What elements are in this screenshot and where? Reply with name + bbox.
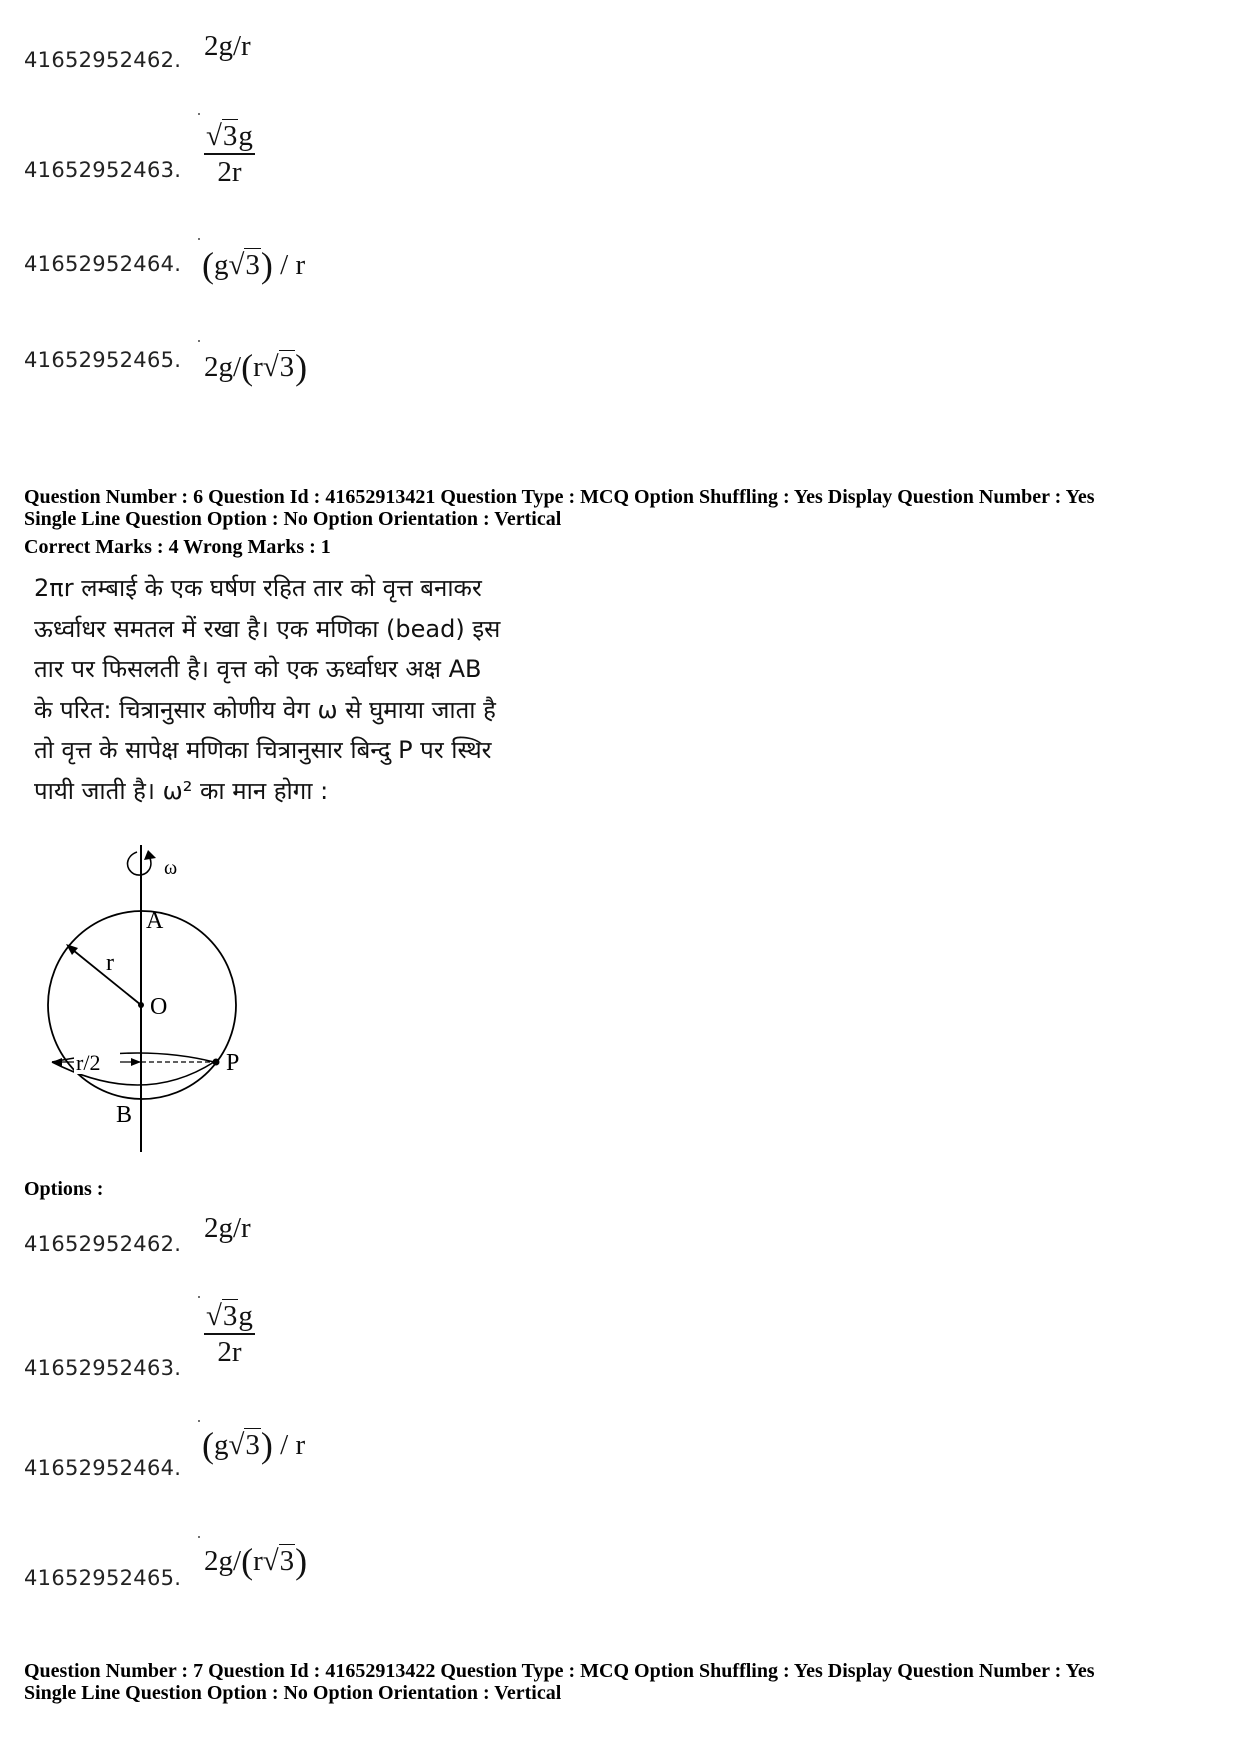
- option-id: 41652952463.: [24, 158, 182, 182]
- label-o: O: [150, 994, 168, 1020]
- question-marks: Correct Marks : 4 Wrong Marks : 1: [24, 536, 331, 558]
- bead-p: [213, 1059, 220, 1066]
- option-formula: (g√3) / r: [202, 245, 306, 285]
- options-label: Options :: [24, 1178, 104, 1200]
- option-formula: $\frac{√3g}{2r}$: [206, 1300, 253, 1369]
- question-text-line: 2πr लम्बाई के एक घर्षण रहित तार को वृत्त बनाकर: [34, 574, 482, 602]
- option-id: 41652952464.: [24, 252, 182, 276]
- formula-text: 2g/r: [204, 30, 251, 62]
- option-formula: [204, 30, 251, 63]
- question-text-line: ऊर्ध्वाधर समतल में रखा है। एक मणिका (bead) इस: [34, 614, 501, 643]
- question-text-line: के परित: चित्रानुसार कोणीय वेग ω से घुमाया जाता है: [34, 695, 496, 724]
- radius-line: [68, 946, 141, 1005]
- label-r: r: [106, 950, 114, 976]
- label-a: A: [146, 908, 164, 934]
- option-formula: $\frac{√3g}{2r}$: [206, 120, 253, 189]
- option-id: 41652952464.: [24, 1456, 182, 1480]
- option-id: 41652952462.: [24, 1232, 182, 1256]
- question-meta: Question Number : 7 Question Id : 41652913422 Question Type : MCQ Option Shuffling : Yes Display Question Number : Yes: [24, 1660, 1095, 1682]
- omega-label: ω: [164, 857, 178, 879]
- option-id: 41652952465.: [24, 348, 182, 372]
- label-b: B: [116, 1102, 133, 1128]
- circle-bead-figure: [30, 840, 260, 1160]
- option-formula: 2g/(r√3): [204, 347, 308, 387]
- label-half-r: r/2: [76, 1050, 101, 1075]
- question-text-line: तार पर फिसलती है। वृत्त को एक ऊर्ध्वाधर अक्ष AB: [34, 655, 482, 683]
- question-text: [34, 568, 594, 811]
- option-formula: (g√3) / r: [202, 1425, 306, 1465]
- option-formula: 2g/(r√3): [204, 1541, 308, 1581]
- question-meta-line2: Single Line Question Option : No Option Orientation : Vertical: [24, 508, 562, 530]
- label-p: P: [226, 1050, 240, 1076]
- question-text-line: तो वृत्त के सापेक्ष मणिका चित्रानुसार बिन्दु P पर स्थिर: [34, 736, 492, 764]
- option-id: 41652952463.: [24, 1356, 182, 1380]
- center-point: [138, 1002, 144, 1008]
- option-id: 41652952462.: [24, 48, 182, 72]
- question-meta-line2: Single Line Question Option : No Option Orientation : Vertical: [24, 1682, 562, 1704]
- question-meta: Question Number : 6 Question Id : 41652913421 Question Type : MCQ Option Shuffling : Yes Display Question Number : Yes: [24, 486, 1095, 508]
- option-formula: 2g/r: [204, 1212, 251, 1244]
- question-text-line: पायी जाती है। ω² का मान होगा :: [34, 776, 329, 805]
- option-id: 41652952465.: [24, 1566, 182, 1590]
